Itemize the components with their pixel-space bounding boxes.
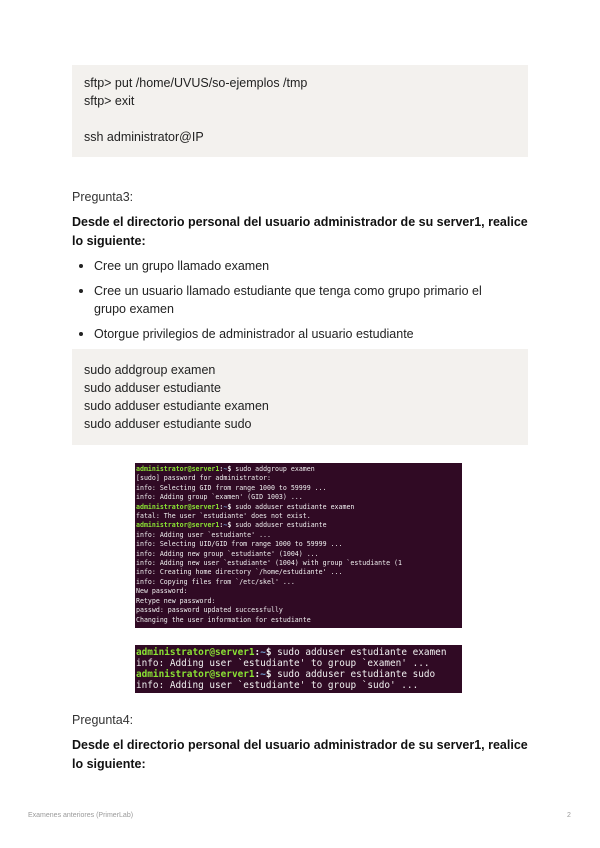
- terminal-line-text: info: Selecting UID/GID from range 1000 to 59999 ...: [136, 540, 343, 549]
- terminal-line-text: info: Adding new user `estudiante' (1004) with group `estudiante (1: [136, 559, 402, 568]
- terminal-line-text: New password:: [136, 587, 188, 596]
- bullet-icon: [79, 289, 83, 293]
- terminal-line-text: [sudo] password for administrator:: [136, 474, 271, 483]
- terminal-line-text: info: Adding user `estudiante' to group `examen' ...: [136, 658, 430, 669]
- terminal-prompt-user: administrator@server1: [136, 669, 255, 680]
- terminal-line: administrator@server1:~$ sudo adduser estudiante examen: [136, 647, 447, 658]
- code-line: sudo adduser estudiante sudo: [84, 417, 252, 431]
- terminal-prompt-user: administrator@server1: [136, 465, 220, 473]
- terminal-line-text: passwd: password updated successfully: [136, 606, 283, 615]
- list-item: [72, 257, 512, 275]
- footer-document-title: Examenes anteriores (PrimerLab): [28, 812, 134, 819]
- code-block-commands: [72, 349, 528, 445]
- terminal-line: administrator@server1:~$ sudo adduser estudiante examen: [136, 502, 355, 511]
- code-line: ssh administrator@IP: [84, 130, 204, 144]
- terminal-prompt-path: ~: [223, 502, 228, 511]
- list-item-text: Cree un usuario llamado estudiante que tenga como grupo primario el grupo examen: [94, 284, 482, 316]
- code-line: sudo addgroup examen: [84, 363, 216, 377]
- terminal-line-text: info: Copying files from `/etc/skel' ...: [136, 577, 295, 586]
- terminal-line-text: info: Adding group `examen' (GID 1003) ...: [136, 493, 303, 502]
- code-line: sudo adduser estudiante: [84, 381, 221, 395]
- terminal-line: [136, 493, 462, 502]
- code-line: sftp> put /home/UVUS/so-ejemplos /tmp: [84, 76, 308, 90]
- terminal-line: [136, 680, 462, 691]
- terminal-line: [136, 568, 462, 577]
- code-line: sftp> exit: [84, 94, 135, 108]
- terminal-line-text: Changing the user information for estudiante: [136, 615, 311, 624]
- terminal-line: [136, 484, 462, 493]
- terminal-line: [136, 606, 462, 615]
- pregunta3-instruction: Desde el directorio personal del usuario administrador de su server1, realice lo siguiente:: [72, 215, 528, 248]
- terminal-line: administrator@server1:~$ sudo adduser estudiante: [136, 521, 327, 530]
- terminal-line: administrator@server1:~$ sudo addgroup examen: [136, 465, 315, 473]
- terminal-line-text: sudo adduser estudiante: [231, 521, 327, 530]
- terminal-prompt-user: administrator@server1: [136, 521, 220, 530]
- terminal-line-text: info: Adding user `estudiante' ...: [136, 530, 271, 539]
- pregunta3-heading: Pregunta3:: [72, 190, 134, 204]
- terminal-prompt-path: ~: [223, 465, 228, 473]
- code-block-sftp: [72, 65, 528, 157]
- footer-page-number: 2: [567, 812, 571, 819]
- terminal-line-text: sudo adduser estudiante examen: [231, 502, 355, 511]
- pregunta4-heading: Pregunta4:: [72, 713, 134, 727]
- terminal-prompt-path: ~: [223, 521, 228, 530]
- terminal-prompt-path: ~: [260, 647, 266, 658]
- terminal-line-text: info: Adding new group `estudiante' (1004) ...: [136, 549, 319, 558]
- list-item: [72, 282, 512, 318]
- list-item: [72, 325, 512, 343]
- terminal-prompt-path: ~: [260, 669, 266, 680]
- terminal-line: [136, 658, 462, 669]
- terminal-screenshot-2: [135, 645, 462, 693]
- terminal-prompt-user: administrator@server1: [136, 647, 255, 658]
- list-item-text: Otorgue privilegios de administrador al usuario estudiante: [94, 327, 414, 341]
- bullet-icon: [79, 264, 83, 268]
- terminal-line: administrator@server1:~$ sudo adduser estudiante sudo: [136, 669, 436, 680]
- terminal-line: [136, 587, 462, 596]
- terminal-line-text: sudo adduser estudiante examen: [271, 647, 447, 658]
- terminal-line: [136, 550, 462, 559]
- terminal-line: [136, 597, 462, 606]
- terminal-line: [136, 559, 462, 568]
- terminal-line-text: info: Creating home directory `/home/estudiante' ...: [136, 568, 343, 577]
- terminal-line: [136, 540, 462, 549]
- terminal-line: [136, 474, 462, 483]
- code-line: sudo adduser estudiante examen: [84, 399, 269, 413]
- terminal-prompt-user: administrator@server1: [136, 502, 220, 511]
- bullet-icon: [79, 332, 83, 336]
- terminal-line-text: sudo adduser estudiante sudo: [271, 669, 436, 680]
- terminal-line-text: sudo addgroup examen: [231, 465, 315, 473]
- pregunta4-instruction: Desde el directorio personal del usuario administrador de su server1, realice lo siguiente:: [72, 738, 528, 771]
- terminal-line: [136, 616, 462, 625]
- list-item-text: Cree un grupo llamado examen: [94, 259, 270, 273]
- code-line: [84, 110, 516, 128]
- terminal-line-text: info: Selecting GID from range 1000 to 59999 ...: [136, 483, 327, 492]
- terminal-line: [136, 531, 462, 540]
- terminal-line-text: fatal: The user `estudiante' does not exist.: [136, 512, 311, 521]
- terminal-screenshot-1: [135, 463, 462, 628]
- terminal-line-text: info: Adding user `estudiante' to group `sudo' ...: [136, 680, 419, 691]
- terminal-line: [136, 578, 462, 587]
- terminal-line-text: Retype new password:: [136, 596, 216, 605]
- terminal-line: [136, 512, 462, 521]
- pregunta3-task-list: [72, 257, 512, 350]
